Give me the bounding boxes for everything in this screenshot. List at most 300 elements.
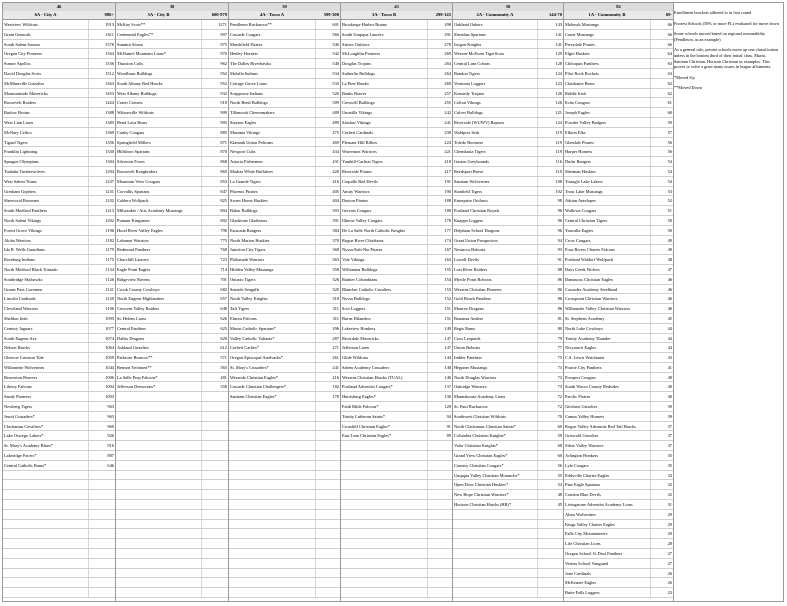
table-row — [116, 343, 228, 353]
enrollment-value: 1536 — [105, 61, 114, 67]
cell-divider — [315, 285, 316, 294]
enrollment-value: 37 — [667, 443, 672, 449]
table-row — [564, 510, 673, 520]
school-name: Oakland Oakers — [454, 22, 483, 27]
enrollment-value: 963 — [107, 413, 114, 419]
cell-divider — [537, 285, 538, 294]
school-name: Trout Lake Mustangs — [565, 188, 603, 194]
empty-row — [116, 529, 228, 539]
table-row — [229, 59, 340, 69]
table-row — [453, 304, 563, 314]
table-row — [3, 30, 115, 40]
enrollment-value: 126 — [555, 90, 562, 96]
group-count: 39 — [229, 3, 340, 12]
group-count: 50 — [453, 3, 563, 12]
table-row — [229, 294, 340, 304]
school-name: Crosspoint Christian Warriors — [565, 296, 618, 302]
cell-divider — [88, 549, 89, 558]
cell-divider — [201, 334, 202, 343]
enrollment-value: 110 — [555, 168, 562, 174]
table-row — [341, 422, 452, 432]
table-row — [564, 59, 673, 69]
cell-divider — [427, 49, 428, 58]
table-row — [453, 216, 563, 226]
school-name: Gervais Cougars — [342, 208, 372, 214]
school-name: Dufur Rangers — [565, 159, 591, 165]
table-row — [564, 480, 673, 490]
school-name: Eddyville Charter Eagles — [565, 472, 610, 478]
enrollment-value: 648 — [220, 306, 227, 312]
cell-divider — [537, 98, 538, 107]
cell-divider — [88, 147, 89, 156]
enrollment-value: 620 — [220, 335, 227, 341]
school-name: Siletz Valley Warriors — [565, 443, 604, 449]
table-row — [116, 353, 228, 363]
table-row — [229, 206, 340, 216]
school-name: Nixyaawii Eagles — [565, 345, 597, 351]
cell-divider — [201, 539, 202, 548]
table-row — [229, 147, 340, 157]
enrollment-value: 46 — [667, 276, 672, 282]
cell-divider — [88, 314, 89, 323]
school-name: Tualatin Timberwolves — [4, 168, 45, 174]
cell-divider — [537, 324, 538, 333]
table-row — [564, 304, 673, 314]
enrollment-value: 141 — [555, 41, 562, 47]
table-row — [341, 402, 452, 412]
cell-divider — [650, 216, 651, 225]
empty-row — [341, 578, 452, 588]
school-name: Clackamas Cavaliers* — [4, 423, 44, 429]
school-name: McDaniel Mountain Lions* — [117, 51, 167, 57]
school-name: Jefferson Lions — [342, 345, 370, 351]
empty-row — [3, 539, 115, 549]
school-name: South Albany Red Hawks — [117, 80, 163, 86]
enrollment-value: 73 — [557, 374, 562, 380]
table-row — [229, 245, 340, 255]
cell-divider — [650, 49, 651, 58]
cell-divider — [88, 529, 89, 538]
cell-divider — [315, 549, 316, 558]
enrollment-value: 57 — [667, 129, 672, 135]
enrollment-value: 1913 — [105, 22, 114, 27]
cell-divider — [88, 480, 89, 489]
school-name: East Linn Christian Eagles* — [342, 433, 392, 439]
school-name: Rogue Valley Adventist Red Tail Hawks — [565, 423, 636, 429]
school-name: Aloha Warriors — [4, 237, 31, 243]
table-row — [564, 40, 673, 50]
school-name: Western Christian Hawks (TUAL) — [342, 374, 403, 380]
enrollment-value: 565 — [220, 364, 227, 370]
table-row — [229, 216, 340, 226]
school-name: Trinity Lutheran Saints* — [342, 413, 386, 419]
table-row — [453, 490, 563, 500]
cell-divider — [201, 402, 202, 411]
table-row — [341, 108, 452, 118]
cell-divider — [427, 69, 428, 78]
table-row — [453, 138, 563, 148]
enrollment-value: 242 — [444, 110, 451, 116]
cell-divider — [201, 471, 202, 480]
table-row — [116, 196, 228, 206]
class-group-4 — [453, 3, 564, 601]
school-name: Silverton Foxes — [117, 159, 145, 165]
cell-divider — [315, 226, 316, 235]
table-row — [229, 392, 340, 402]
cell-divider — [201, 480, 202, 489]
school-name: David Douglas Scots — [4, 70, 42, 76]
school-name: Beaverton Beavers — [4, 374, 38, 380]
table-row — [341, 334, 452, 344]
school-name: Pacific Pirates — [565, 394, 591, 400]
group-count: 38 — [116, 3, 228, 12]
empty-row — [453, 529, 563, 539]
table-row — [564, 373, 673, 383]
enrollment-value: 546 — [332, 41, 339, 47]
empty-row — [229, 431, 340, 441]
enrollment-value: 73 — [557, 384, 562, 390]
cell-divider — [201, 461, 202, 470]
cell-divider — [201, 578, 202, 587]
cell-divider — [315, 510, 316, 519]
table-row — [116, 138, 228, 148]
cell-divider — [427, 539, 428, 548]
table-row — [229, 196, 340, 206]
cell-divider — [201, 285, 202, 294]
school-name: Newport Cubs — [230, 149, 256, 155]
enrollment-value: 905 — [220, 119, 227, 125]
empty-row — [341, 559, 452, 569]
table-row — [341, 392, 452, 402]
table-row — [564, 363, 673, 373]
school-name: Lake Oswego Lakers* — [4, 433, 44, 439]
cell-divider — [427, 157, 428, 166]
enrollment-value: 44 — [667, 325, 672, 331]
school-name: Portland Christian Royals — [454, 208, 500, 214]
school-name: Alsea Wolverines — [565, 511, 596, 517]
cell-divider — [88, 490, 89, 499]
empty-row — [116, 539, 228, 549]
empty-row — [341, 500, 452, 510]
school-name: Canby Cougars — [117, 129, 145, 135]
school-name: Lost River Raiders — [454, 266, 488, 272]
school-name: Elmira Falcons — [230, 315, 257, 321]
cell-divider — [537, 334, 538, 343]
school-name: Portland Adventist Cougars* — [342, 384, 393, 390]
cell-divider — [537, 108, 538, 117]
cell-divider — [201, 451, 202, 460]
school-name: St. Mary's Crusaders* — [230, 364, 269, 370]
enrollment-value: 952 — [220, 80, 227, 86]
table-row — [3, 343, 115, 353]
cell-divider — [537, 206, 538, 215]
table-row — [564, 314, 673, 324]
cell-divider — [537, 422, 538, 431]
school-name: Yamhill-Carlton Tigers — [342, 159, 383, 165]
cell-divider — [650, 304, 651, 313]
cell-divider — [88, 20, 89, 29]
enrollment-value: 416 — [332, 178, 339, 184]
cell-divider — [201, 59, 202, 68]
table-row — [453, 353, 563, 363]
cell-divider — [650, 196, 651, 205]
group-count: 43 — [341, 3, 452, 12]
table-row — [453, 461, 563, 471]
school-name: Lakeridge Pacers* — [4, 453, 37, 459]
cell-divider — [315, 147, 316, 156]
school-name: Glide Wildcats — [342, 355, 369, 361]
school-name: Stayton Eagles — [230, 119, 257, 125]
table-row — [453, 98, 563, 108]
table-row — [3, 206, 115, 216]
table-row — [453, 236, 563, 246]
cell-divider — [88, 402, 89, 411]
cell-divider — [201, 236, 202, 245]
enrollment-value: 1369 — [105, 129, 114, 135]
table-row — [3, 167, 115, 177]
cell-divider — [537, 382, 538, 391]
cell-divider — [88, 392, 89, 401]
cell-divider — [427, 285, 428, 294]
school-name: Klamath Union Pelicans — [230, 139, 273, 145]
cell-divider — [537, 392, 538, 401]
cell-divider — [315, 392, 316, 401]
cell-divider — [650, 363, 651, 372]
school-name: Caldera Wolfpack — [117, 198, 149, 204]
school-name: Phoenix Pirates — [230, 188, 258, 194]
table-row — [229, 89, 340, 99]
table-row — [564, 520, 673, 530]
enrollment-value: 431 — [332, 159, 339, 165]
table-row — [116, 49, 228, 59]
cell-divider — [201, 353, 202, 362]
school-name: Glendale Pirates — [565, 139, 594, 145]
table-row — [564, 226, 673, 236]
cell-divider — [537, 89, 538, 98]
table-row — [453, 226, 563, 236]
school-name: Knappa Loggers — [454, 217, 484, 223]
school-name: Jefferson Democrats* — [117, 384, 156, 390]
enrollment-value: 48 — [557, 492, 562, 498]
enrollment-value: 63 — [667, 70, 672, 76]
class-name: 6A - City A — [34, 12, 57, 17]
school-name: Lakeview Honkers — [342, 325, 376, 331]
table-row — [453, 108, 563, 118]
enrollment-value: 73 — [557, 364, 562, 370]
school-name: Barlow Bruins — [4, 110, 30, 116]
table-row — [116, 108, 228, 118]
cell-divider — [650, 520, 651, 529]
cell-divider — [427, 20, 428, 29]
cell-divider — [88, 412, 89, 421]
school-name: North Marion Huskies — [230, 237, 270, 243]
table-row — [564, 49, 673, 59]
enrollment-value: 311 — [332, 306, 339, 312]
cell-divider — [88, 216, 89, 225]
cell-divider — [650, 529, 651, 538]
cell-divider — [88, 334, 89, 343]
cell-divider — [88, 40, 89, 49]
enrollment-value: 39 — [667, 413, 672, 419]
enrollment-value: 534 — [332, 70, 339, 76]
school-name: Grants Pass Cavemen — [4, 286, 43, 292]
school-name: Pendleton Buckaroos** — [230, 22, 272, 27]
school-name: Cascade Christian Challengers* — [230, 384, 287, 390]
cell-divider — [427, 569, 428, 578]
table-row — [3, 304, 115, 314]
cell-divider — [88, 79, 89, 88]
table-row — [229, 285, 340, 295]
cell-divider — [650, 471, 651, 480]
enrollment-value: 1271 — [218, 22, 227, 27]
table-row — [229, 236, 340, 246]
table-row — [229, 314, 340, 324]
table-row — [453, 128, 563, 138]
cell-divider — [537, 569, 538, 578]
table-row — [564, 265, 673, 275]
cell-divider — [88, 89, 89, 98]
table-row — [3, 245, 115, 255]
school-name: North Eugene Highlanders — [117, 296, 165, 302]
table-row — [3, 20, 115, 30]
table-row — [453, 167, 563, 177]
enrollment-value: 261 — [332, 355, 339, 361]
school-name: Redmond Panthers — [117, 247, 151, 253]
enrollment-value: 180 — [444, 208, 451, 214]
enrollment-value: 29 — [667, 511, 672, 517]
enrollment-value: 847 — [220, 188, 227, 194]
school-name: Westside Christian Eagles* — [230, 374, 278, 380]
cell-divider — [537, 314, 538, 323]
cell-divider — [201, 128, 202, 137]
notes-panel — [671, 0, 781, 606]
cell-divider — [201, 500, 202, 509]
cell-divider — [315, 461, 316, 470]
empty-row — [341, 480, 452, 490]
cell-divider — [315, 245, 316, 254]
table-row — [229, 128, 340, 138]
table-row — [564, 392, 673, 402]
table-row — [229, 20, 340, 30]
cell-divider — [427, 480, 428, 489]
enrollment-value: 221 — [444, 149, 451, 155]
cell-divider — [650, 40, 651, 49]
school-name: Hidden Valley Mustangs — [230, 266, 274, 272]
cell-divider — [315, 69, 316, 78]
school-name: Veritas School Vanguard — [565, 560, 609, 566]
empty-row — [229, 529, 340, 539]
enrollment-value: 60 — [667, 110, 672, 116]
cell-divider — [315, 343, 316, 352]
enrollment-value: 865 — [220, 168, 227, 174]
cell-divider — [201, 98, 202, 107]
table-row — [564, 216, 673, 226]
cell-divider — [315, 89, 316, 98]
school-name: Newberg Tigers — [4, 404, 33, 410]
cell-divider — [88, 373, 89, 382]
cell-divider — [315, 30, 316, 39]
cell-divider — [315, 500, 316, 509]
enrollment-value: 1004 — [105, 384, 114, 390]
cell-divider — [427, 392, 428, 401]
school-name: The Dalles Riverhawks — [230, 61, 272, 67]
school-name: Baker Bulldogs — [230, 208, 258, 214]
enrollment-value: 51 — [667, 208, 672, 214]
cell-divider — [315, 588, 316, 597]
cell-divider — [427, 59, 428, 68]
enrollment-value: 140 — [444, 364, 451, 370]
school-name: Columbia Christian Knights* — [454, 433, 506, 439]
enrollment-value: 489 — [332, 110, 339, 116]
school-name: Sunset Apollos — [4, 61, 31, 67]
table-row — [341, 285, 452, 295]
table-row — [453, 177, 563, 187]
table-row — [564, 147, 673, 157]
table-row — [564, 157, 673, 167]
school-name: C.S. Lewis Watchmen — [565, 355, 605, 361]
table-row — [116, 236, 228, 246]
school-name: Gilchrist Grizzlies — [565, 404, 598, 410]
enrollment-value: 31 — [667, 502, 672, 508]
enrollment-value: 1196 — [105, 227, 114, 233]
cell-divider — [537, 265, 538, 274]
school-name: Livingstone Adventist Academy Lions — [565, 502, 633, 508]
cell-divider — [315, 471, 316, 480]
table-row — [3, 402, 115, 412]
cell-divider — [537, 30, 538, 39]
school-name: Central Linn Cobras — [454, 61, 490, 67]
school-name: McNary Celtics — [4, 129, 32, 135]
empty-row — [453, 549, 563, 559]
empty-row — [341, 490, 452, 500]
enrollment-value: 62 — [667, 80, 672, 86]
cell-divider — [650, 167, 651, 176]
cell-divider — [315, 187, 316, 196]
table-row — [116, 265, 228, 275]
class-header — [229, 11, 340, 20]
empty-row — [229, 402, 340, 412]
enrollment-value: 318 — [332, 296, 339, 302]
table-row — [229, 30, 340, 40]
class-name: 4A - Town A — [259, 12, 285, 17]
table-row — [229, 138, 340, 148]
table-row — [341, 343, 452, 353]
cell-divider — [201, 226, 202, 235]
school-name: Banks Braves — [342, 90, 367, 96]
enrollment-value: 469 — [332, 139, 339, 145]
enrollment-value: 926 — [107, 433, 114, 439]
group-count: 46 — [3, 3, 115, 12]
enrollment-value: 154 — [444, 276, 451, 282]
empty-row — [116, 578, 228, 588]
cell-divider — [650, 490, 651, 499]
enrollment-value: 40 — [667, 374, 672, 380]
school-name: Grand View Christian Eagles* — [454, 453, 508, 459]
enrollment-value: 533 — [332, 80, 339, 86]
table-row — [453, 265, 563, 275]
enrollment-value: 657 — [220, 296, 227, 302]
table-row — [116, 245, 228, 255]
cell-divider — [537, 128, 538, 137]
table-row — [116, 314, 228, 324]
enrollment-value: 566 — [332, 31, 339, 37]
school-name: Butte Falls Loggers — [565, 590, 600, 596]
school-name: Blanchet Catholic Cavaliers — [342, 286, 392, 292]
school-name: Ridgeview Ravens — [117, 276, 151, 282]
empty-row — [453, 588, 563, 598]
cell-divider — [315, 451, 316, 460]
school-name: Brookings-Harbor Bruins — [342, 22, 387, 27]
